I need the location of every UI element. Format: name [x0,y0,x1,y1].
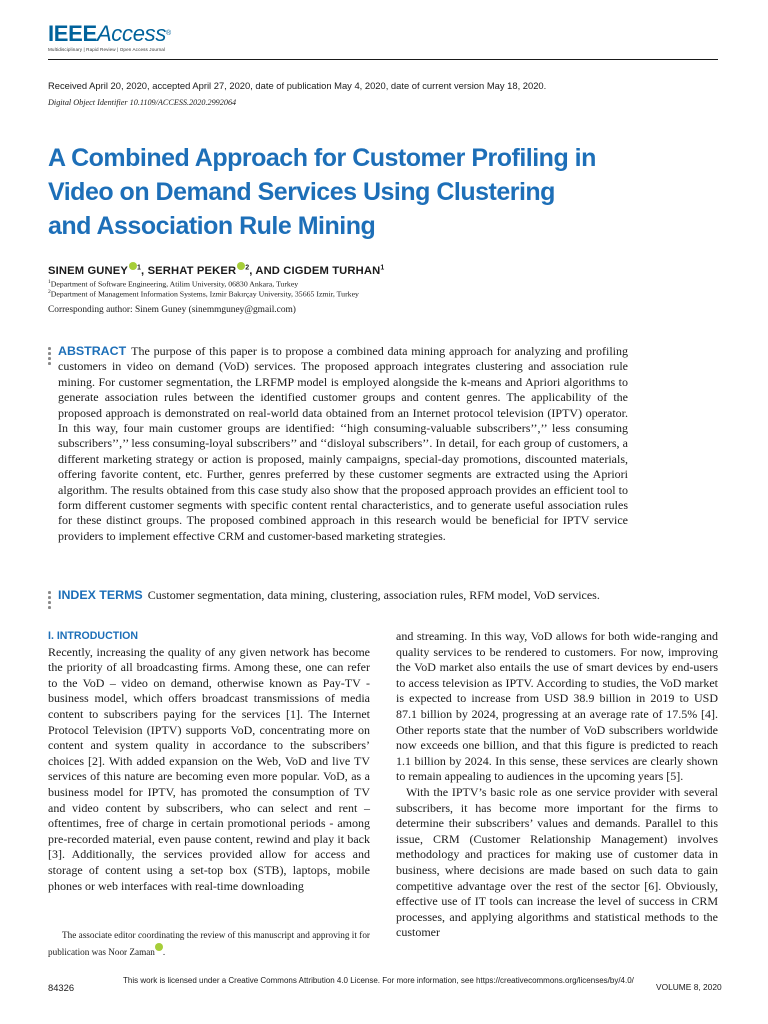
author-affiliation-mark: 1 [136,264,142,272]
title-line: and Association Rule Mining [48,212,376,240]
author-affiliation-mark: 2 [245,264,250,272]
left-column [48,629,370,894]
header-rule [48,59,718,60]
section-marker-dots [48,591,52,611]
doi-line: Digital Object Identifier 10.1109/ACCESS.2020.2992064 [48,98,237,107]
title-line: A Combined Approach for Customer Profiling in [48,144,596,172]
section-marker-dots [48,347,52,367]
editor-note: The associate editor coordinating the review of this manuscript and approving it for publication was Noor Zaman . [48,930,370,957]
author-separator: , AND [249,265,284,277]
abstract-label: ABSTRACT [58,344,127,358]
paper-title [48,141,668,243]
received-dates: Received April 20, 2020, accepted April 27, 2020, date of publication May 4, 2020, date of current version May 18, 2020. [48,80,547,91]
body-paragraph: Recently, increasing the quality of any given network has become the priority of all broadcasting firms. Among these, one can refer to the VoD – video on demand, otherwise known as Pay-TV - business model, which offers broadcast transmissions of media content to subscribers paying for the services [1]. The Internet Protocol Television (IPTV) supports VoD, concentrating more on content and system quality in accordance to the subscribers’ choices [2]. With added expansion on the Web, VoD and live TV services of this nature are becoming even more popular. VoD, as a business model for IPTV, has promoted the consumption of TV and video content by subscribers, who can select and rent – oftentimes, free of charge in certain promotional periods - among pre-recorded material, even pause content, rewind and play it back [3]. Additionally, the services provided allow for access and storage of content using a set-top box (STB), laptops, mobile phones or web interfaces with real-time downloading [48,644,370,893]
title-line: Video on Demand Services Using Clustering [48,178,555,206]
page-number: 84326 [48,982,75,993]
body-paragraph: and streaming. In this way, VoD allows for both wide-ranging and quality services to be rendered to customers. For now, improving the VoD market also entails the use of smart devices by end-users to access television as IPTV. According to studies, the VoD market is expected to increase from USD 38.9 billion in 2019 to USD 87.1 billion by 2024, progressing at an average rate of 17.5% [4]. Other reports state that the number of VoD subscribers worldwide now exceeds one billion, and that this figure is predicted to reach 1.1 billion by 2024. In this sense, these services are clearly shown to remain appealing to audiences in the upcoming years [5]. [396,629,718,784]
journal-tagline: Multidisciplinary | Rapid Review | Open Access Journal [48,47,166,52]
abstract-text: The purpose of this paper is to propose a combined data mining approach for analyzing and profiling customers in video on demand (VoD) services. The proposed approach integrates clustering and association rule mining. For customer segmentation, the LRFMP model is employed alongside the k-means and Apriori algorithms to generate association rules between the identified customer groups and content genres. The applicability of the proposed approach is demonstrated on real-world data obtained from an Internet protocol television (IPTV) operator. In this way, four main customer groups are identified: ‘‘high consuming-valuable subscribers’’,’’ less consuming subscribers’’,’’ less consuming-loyal subscribers’’ and ‘‘disloyal subscribers’’. In detail, for each group of customers, a different marketing strategy or action is proposed, mainly campaigns, special-day promotions, discounted materials, offering favorite content, etc. Further, genres preferred by these customer segments are extracted using the Apriori algorithm. The results obtained from this case study also show that the proposed approach provides an efficient tool to form different customer segments with specific content rental characteristics, and to generate useful association rules for these distinct groups. The proposed combined approach in this research would be beneficial for IPTV service providers to implement effective CRM and customer-based marketing strategies. [58,344,628,543]
volume-label: VOLUME 8, 2020 [656,982,722,992]
affiliation-mark: 2 [48,289,51,295]
author-separator: , [141,265,148,277]
affiliation-text: Department of Management Information Systems, Izmir Bakırçay University, 35665 Izmir, Turkey [50,289,359,299]
index-terms-text: Customer segmentation, data mining, clustering, association rules, RFM model, VoD services. [147,588,600,602]
author-list [48,262,384,277]
author-name: CIGDEM TURHAN [283,265,381,277]
index-terms-label: INDEX TERMS [58,588,143,602]
editor-note-text: The associate editor coordinating the review of this manuscript and approving it for publication was Noor Zaman [48,930,370,957]
right-column [396,629,718,941]
author-name: SINEM GUNEY [48,265,128,277]
license-notice: This work is licensed under a Creative Commons Attribution 4.0 License. For more information, see https://creativecommons.org/licenses/by/4.0/ [123,976,634,985]
orcid-icon[interactable] [155,943,163,951]
abstract [58,344,628,544]
affiliation-text: Department of Software Engineering, Atilim University, 06830 Ankara, Turkey [50,279,299,289]
body-paragraph: With the IPTV’s basic role as one service provider with several subscribers, it has become more important for the firms to determine their subscribers’ values and demands. Parallel to this issue, CRM (Customer Relationship Management) involves methodology and practices for making use of customer data in business, where decisions are made based on such data to gain competitive advantage over the rest of the sector [6]. Obviously, effective use of IT tools can increase the level of success in CRM processes, and applying algorithms and statistical methods to the customer [396,784,718,940]
corresponding-author: Corresponding author: Sinem Guney (sinemmguney@gmail.com) [48,305,296,315]
affiliation [48,289,359,299]
affiliation [48,279,298,289]
author-affiliation-mark: 1 [380,264,385,272]
journal-logo: IEEEAccess® [48,21,171,46]
orcid-icon[interactable] [129,262,137,270]
index-terms [58,588,628,603]
orcid-icon[interactable] [237,262,245,270]
section-heading: I. INTRODUCTION [48,630,139,642]
affiliation-mark: 1 [48,279,51,285]
author-name: SERHAT PEKER [147,265,237,277]
